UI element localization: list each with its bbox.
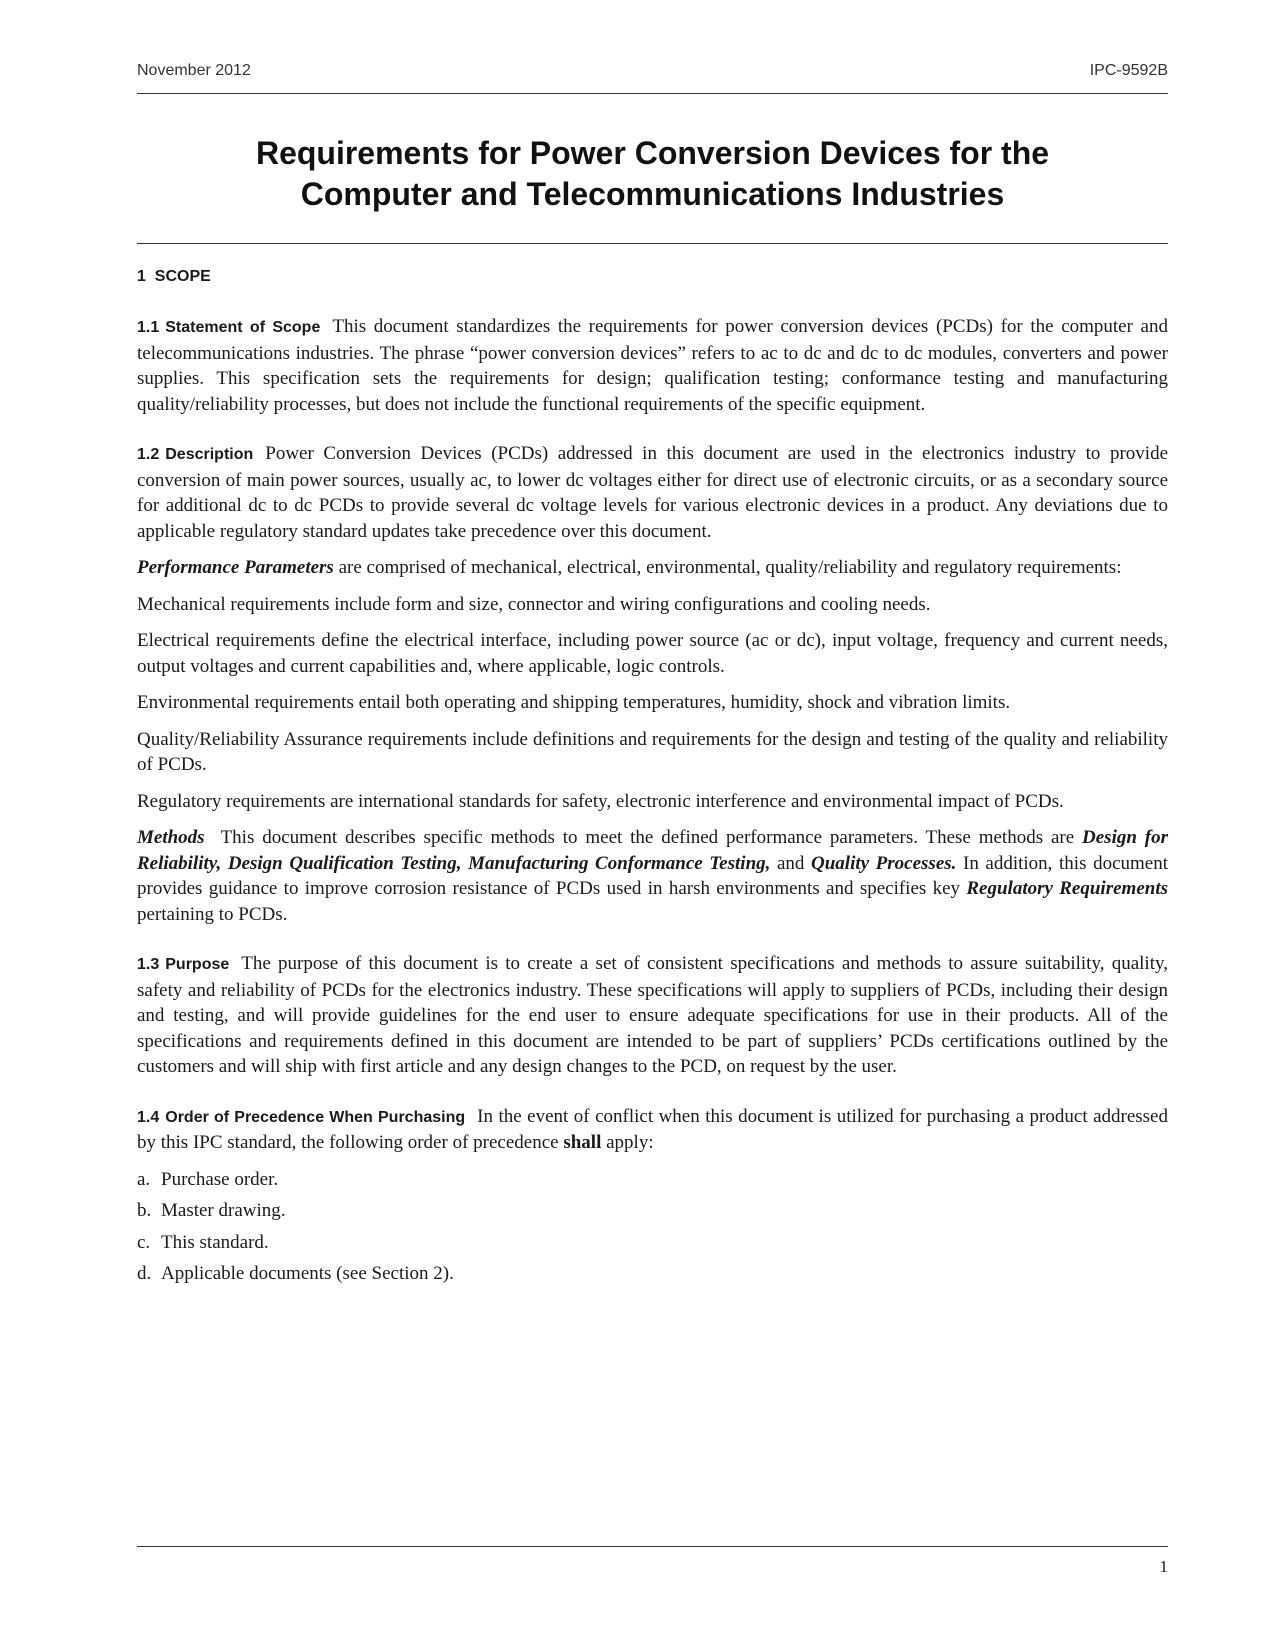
list-marker: c. (137, 1231, 151, 1253)
paragraph-1-3 (137, 951, 1168, 1080)
subsection-1-3-title: Purpose (165, 956, 230, 973)
subsection-1-2-number: 1.2 (137, 446, 160, 463)
subsection-1-2-heading (137, 446, 253, 463)
subsection-1-4-title: Order of Precedence When Purchasing (165, 1108, 466, 1126)
header-doc-id: IPC-9592B (1089, 62, 1168, 79)
section-1-number: 1 (137, 268, 146, 285)
performance-parameters-term: Performance Parameters (137, 557, 334, 578)
paragraph-1-4-text-1: In the event of conflict when this document is utilized for purchasing a product addressed by this IPC standard, the following order of precedence (137, 1105, 1168, 1153)
methods-quality-processes: Quality Processes. (811, 852, 957, 874)
section-1-heading (137, 264, 1168, 289)
subsection-1-3-number: 1.3 (137, 956, 160, 973)
document-title (137, 133, 1168, 215)
page-number: 1 (1159, 1557, 1168, 1576)
precedence-list (137, 1167, 1168, 1287)
paragraph-1-4 (137, 1104, 1168, 1156)
document-body (137, 264, 1168, 1293)
list-item-text: This standard. (161, 1231, 269, 1253)
methods-list: Design for Reliability, Design Qualification Testing, Manufacturing Conformance Testing, (137, 827, 1168, 874)
paragraph-performance-parameters (137, 555, 1168, 581)
paragraph-methods (137, 825, 1168, 927)
list-marker: a. (137, 1168, 151, 1190)
list-marker: b. (137, 1200, 152, 1221)
list-item (137, 1198, 1168, 1224)
title-line-2: Computer and Telecommunications Industries (300, 176, 1005, 212)
running-header (137, 62, 1168, 86)
performance-parameters-text: are comprised of mechanical, electrical, environmental, quality/reliability and regulatory requirements: (333, 557, 1122, 578)
methods-and: and (770, 852, 812, 874)
list-item (137, 1167, 1168, 1193)
subsection-1-1-number: 1.1 (137, 319, 160, 336)
list-item (137, 1261, 1168, 1287)
paragraph-regulatory: Regulatory requirements are international standards for safety, electronic interference and environmental impact of PCDs. (137, 790, 1064, 812)
paragraph-1-1 (137, 314, 1168, 417)
paragraph-environmental: Environmental requirements entail both operating and shipping temperatures, humidity, shock and vibration limits. (137, 692, 1011, 713)
list-marker: d. (137, 1263, 152, 1284)
section-1-title: SCOPE (154, 268, 211, 285)
methods-regulatory-requirements: Regulatory Requirements (966, 878, 1168, 899)
header-date: November 2012 (137, 62, 251, 79)
methods-text-1: This document describes specific methods to meet the defined performance parameters. These methods are (220, 827, 1083, 848)
paragraph-1-3-text: The purpose of this document is to create a set of consistent specifications and methods to assure suitability, quality, safety and reliability of PCDs for the electronics industry. These specifications will apply to suppliers of PCDs, including their design and testing, and will provide guidelines for the end user to ensure adequate specifications for use in their products. All of the specifications and requirements defined in this document are intended to be part of suppliers’ PCDs certifications outlined by the customers and will ship with first article and any design changes to the PCD, on request by the user. (137, 953, 1168, 1077)
paragraph-1-2 (137, 441, 1168, 544)
paragraph-mechanical: Mechanical requirements include form and size, connector and wiring configurations and cooling needs. (137, 593, 931, 615)
subsection-1-2-title: Description (165, 446, 254, 463)
paragraph-quality: Quality/Reliability Assurance requirements include definitions and requirements for the design and testing of the quality and reliability of PCDs. (137, 728, 1168, 775)
document-page (137, 0, 1168, 1650)
header-rule (137, 93, 1168, 94)
list-item-text: Purchase order. (161, 1168, 279, 1190)
subsection-1-3-heading (137, 956, 229, 973)
subsection-1-4-heading (137, 1109, 465, 1126)
methods-term: Methods (137, 827, 205, 848)
methods-text-3: pertaining to PCDs. (137, 903, 288, 925)
subsection-1-1-heading (137, 319, 320, 336)
list-item-text: Applicable documents (see Section 2). (161, 1263, 454, 1284)
paragraph-1-4-shall: shall (563, 1132, 602, 1153)
paragraph-1-2-text: Power Conversion Devices (PCDs) addressed in this document are used in the electronics industry to provide conversion of main power sources, usually ac, to lower dc voltages either for direct use of electronic circuits, or as a secondary source for additional dc to dc PCDs to provide several dc voltage levels for various electronic devices in a product. Any deviations due to applicable regulatory standard updates take precedence over this document. (137, 443, 1168, 542)
paragraph-electrical: Electrical requirements define the electrical interface, including power source (ac or dc), input voltage, frequency and current needs, output voltages and current capabilities and, where applicable, logic controls. (137, 630, 1168, 677)
list-item (137, 1230, 1168, 1256)
title-rule (137, 243, 1168, 244)
footer-rule (137, 1546, 1168, 1547)
title-line-1: Requirements for Power Conversion Devices for the (255, 135, 1050, 171)
list-item-text: Master drawing. (161, 1200, 286, 1221)
subsection-1-1-title: Statement of Scope (165, 319, 321, 336)
subsection-1-4-number: 1.4 (137, 1108, 160, 1126)
paragraph-1-1-text: This document standardizes the requirements for power conversion devices (PCDs) for the computer and telecommunications industries. The phrase “power conversion devices” refers to ac to dc and dc to dc modules, converters and power supplies. This specification sets the requirements for design; qualification testing; conformance testing and manufacturing quality/reliability processes, but does not include the functional requirements of the specific equipment. (137, 316, 1168, 415)
methods-text-2: In addition, this document provides guidance to improve corrosion resistance of PCDs used in harsh environments and specifies key (137, 852, 1168, 899)
paragraph-1-4-text-2: apply: (601, 1132, 654, 1153)
